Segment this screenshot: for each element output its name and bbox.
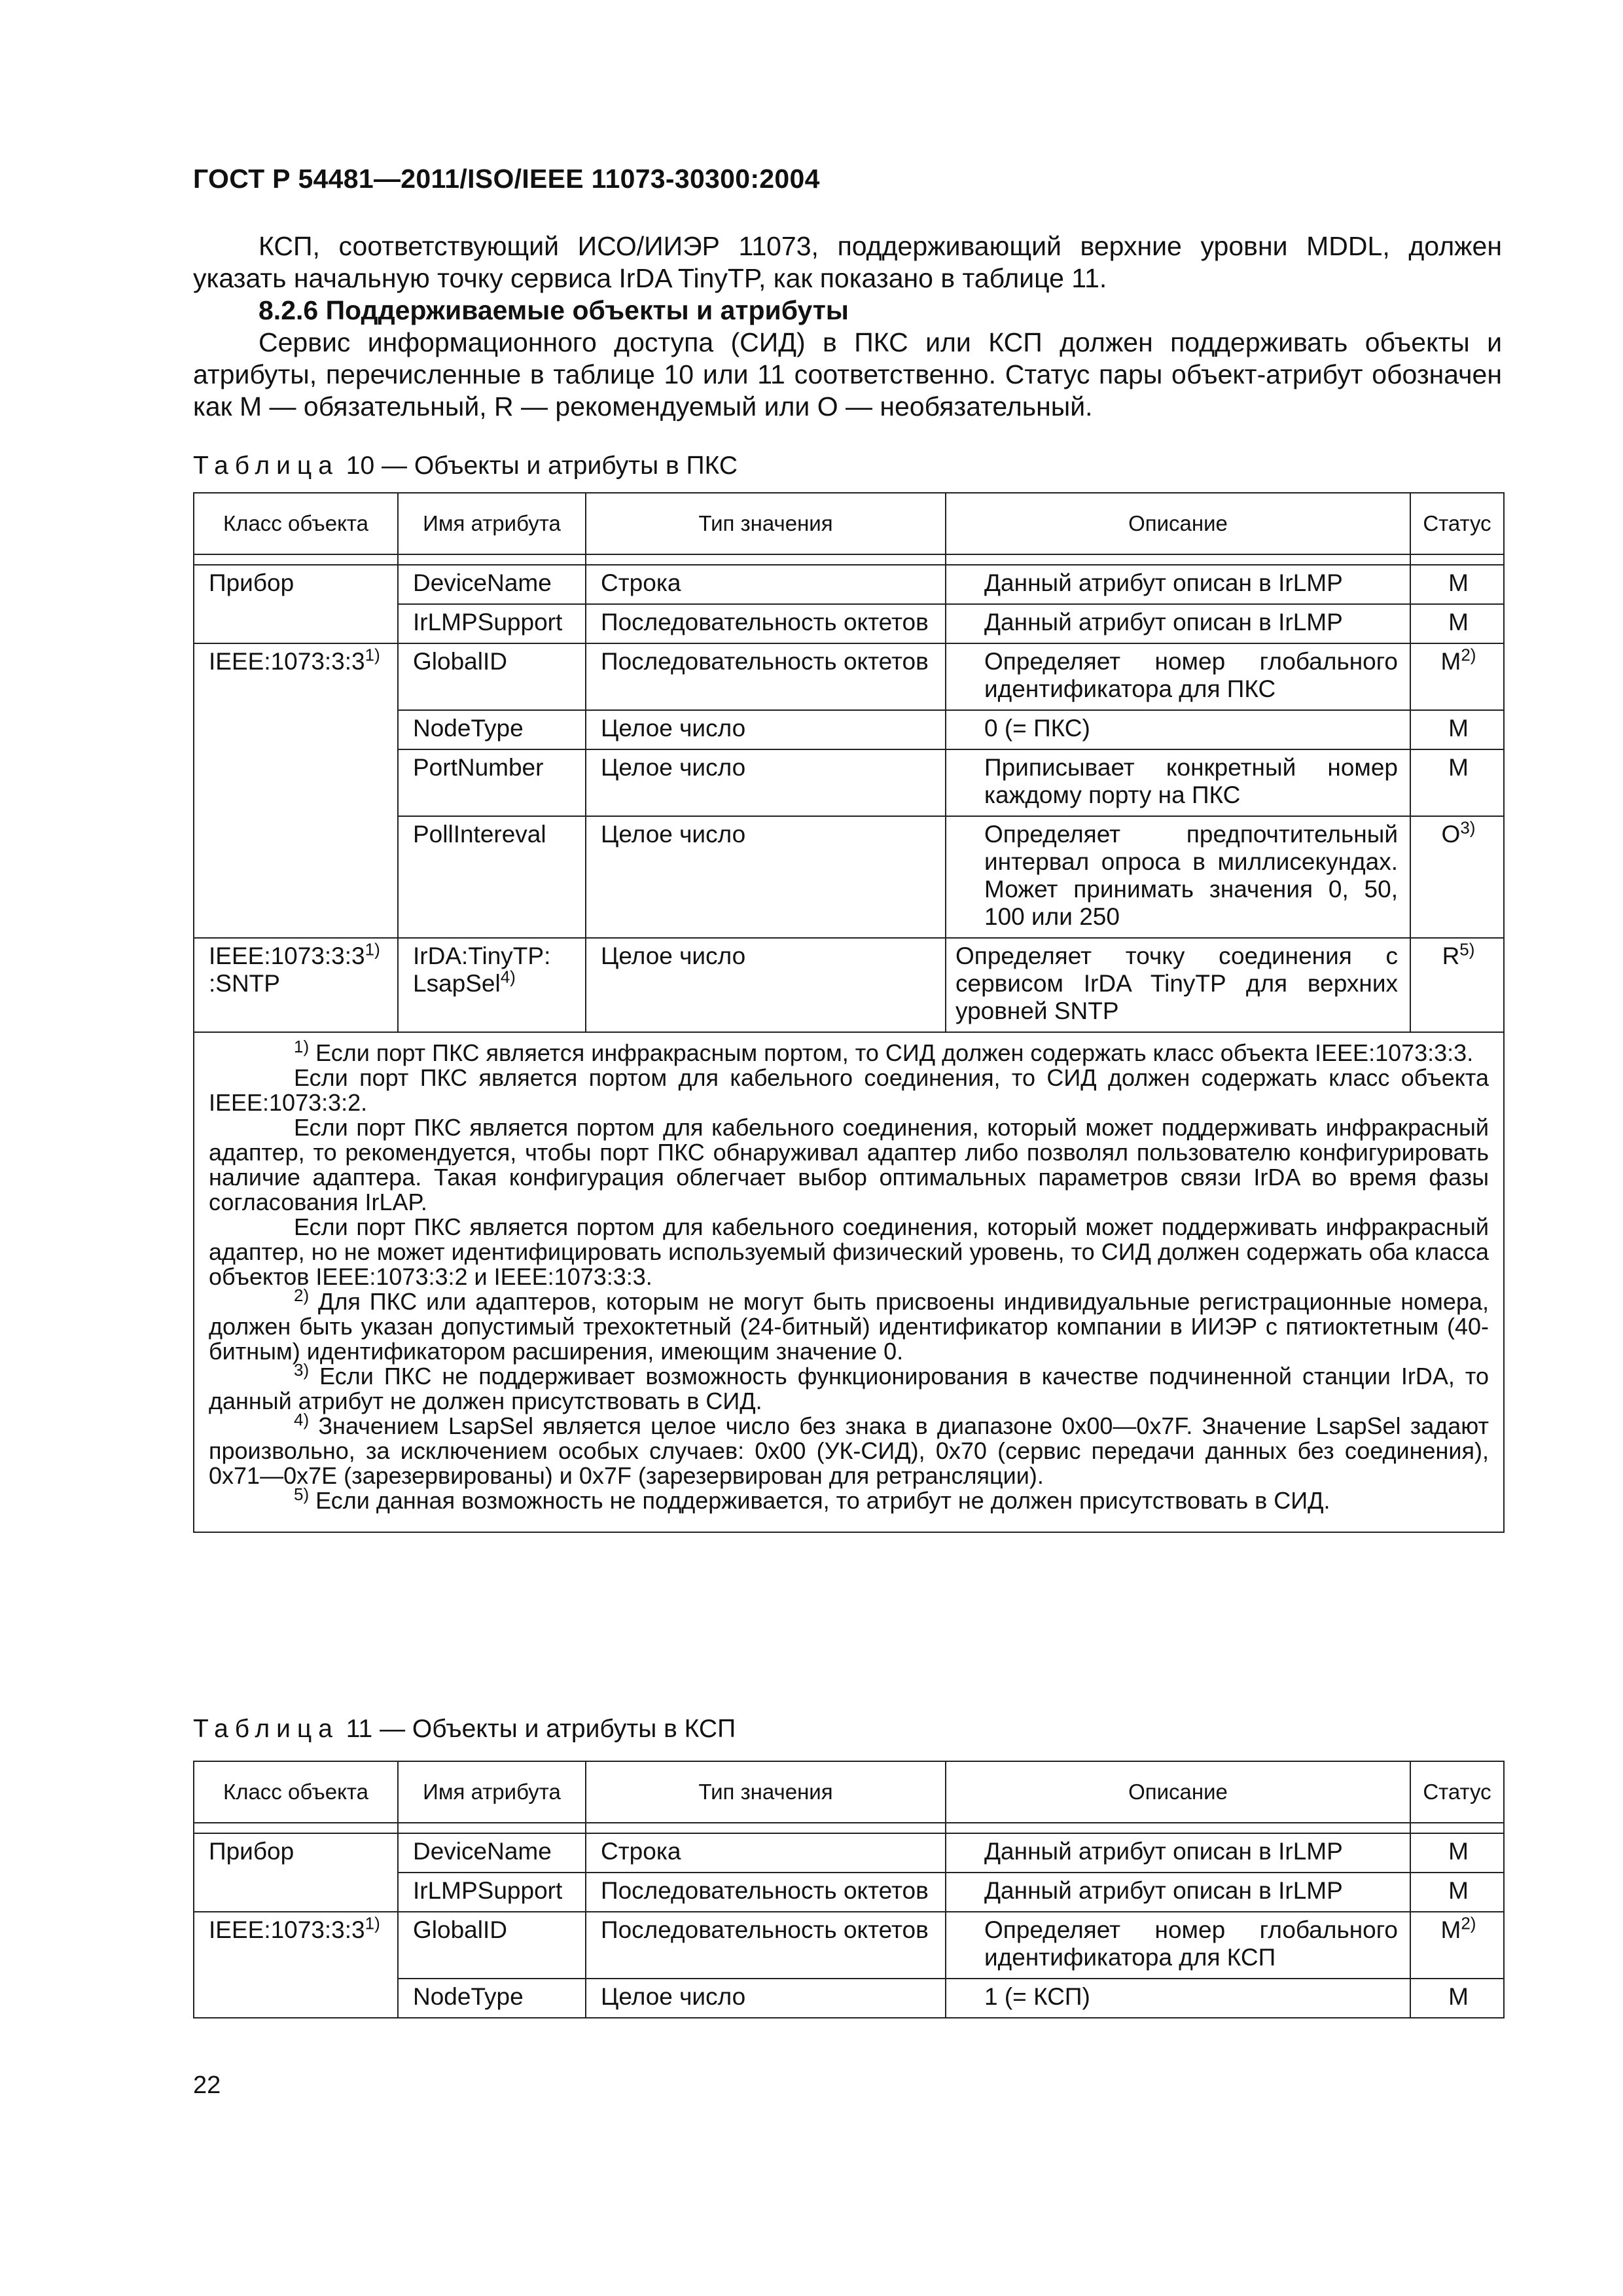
attribute-name-text-2: LsapSel bbox=[413, 970, 501, 997]
status-cell: M bbox=[1410, 710, 1504, 749]
table10-header-row bbox=[194, 493, 1504, 554]
value-type-cell: Строка bbox=[586, 1833, 946, 1873]
footnote bbox=[209, 1037, 1489, 1066]
description-cell: Данный атрибут описан в IrLMP bbox=[946, 1873, 1410, 1912]
object-class-text: IEEE:1073:3:3 bbox=[209, 648, 365, 675]
footnote-text: Значением LsapSel является целое число без знака в диапазоне 0x00—0x7F. Значение LsapSel задают произвольно, за исключением особых случаев: 0x00 (УК-СИД), 0x70 (сервис передачи данных без соединения), 0x71—0x7E (зарезервированы) и 0x7F (зарезервирован для ретрансляции). bbox=[209, 1412, 1489, 1489]
table10-header-cell: Тип значения bbox=[586, 493, 946, 554]
status-cell: M bbox=[1410, 604, 1504, 643]
footnote-ref: 1) bbox=[365, 1913, 380, 1933]
table11-header-cell: Тип значения bbox=[586, 1761, 946, 1823]
footnote-ref: 4) bbox=[500, 967, 516, 987]
table11-caption-text: 11 — Объекты и атрибуты в КСП bbox=[346, 1715, 736, 1743]
value-type-cell: Последовательность октетов bbox=[586, 643, 946, 710]
value-type-cell: Последовательность октетов bbox=[586, 604, 946, 643]
page-number: 22 bbox=[193, 2072, 221, 2099]
table-row bbox=[194, 643, 1504, 710]
attribute-name-cell: NodeType bbox=[398, 1979, 586, 2018]
table-row bbox=[194, 938, 1504, 1032]
value-type-cell: Последовательность октетов bbox=[586, 1912, 946, 1979]
object-class-text: IEEE:1073:3:3 bbox=[209, 942, 365, 969]
footnote-text: Для ПКС или адаптеров, которым не могут быть присвоены индивидуальные регистрационные номера, должен быть указан допустимый трехоктетный (24-битный) идентификатор компании в ИИЭР с пятиоктетным (40-битным) идентификатором расширения, имеющим значение 0. bbox=[209, 1288, 1489, 1365]
intro-paragraph-2: Сервис информационного доступа (СИД) в ПКС или КСП должен поддерживать объекты и атрибуты, перечисленные в таблице 10 или 11 соответственно. Статус пары объект-атрибут обозначен как М — обязательный, R — рекомендуемый или О — необязательный. bbox=[193, 327, 1502, 422]
section-title: 8.2.6 Поддерживаемые объекты и атрибуты bbox=[259, 295, 849, 325]
status-text: O bbox=[1441, 821, 1461, 848]
footnote-ref: 2) bbox=[1461, 1913, 1476, 1933]
attribute-name-cell bbox=[398, 938, 586, 1032]
footnote bbox=[209, 1215, 1489, 1289]
table11-spacer-row bbox=[194, 1823, 1504, 1833]
table10-header-cell: Статус bbox=[1410, 493, 1504, 554]
description-cell: Определяет номер глобального идентификатора для ПКС bbox=[946, 643, 1410, 710]
description-cell: Данный атрибут описан в IrLMP bbox=[946, 1833, 1410, 1873]
status-cell bbox=[1410, 1912, 1504, 1979]
table11 bbox=[193, 1761, 1505, 2018]
footnote-text: Если данная возможность не поддерживается, то атрибут не должен присутствовать в СИД. bbox=[309, 1487, 1330, 1514]
object-class-cell bbox=[194, 1833, 398, 1912]
value-type-cell: Целое число bbox=[586, 749, 946, 816]
footnote-text: Если ПКС не поддерживает возможность функционирования в качестве подчиненной станции IrDA, то данный атрибут не должен присутствовать в СИД. bbox=[209, 1363, 1489, 1414]
status-text: M bbox=[1440, 648, 1461, 675]
value-type-cell: Целое число bbox=[586, 710, 946, 749]
attribute-name-text: IrDA:TinyTP: bbox=[413, 942, 551, 969]
intro-block bbox=[193, 230, 1502, 423]
footnote-text: Если порт ПКС является портом для кабельного соединения, то СИД должен содержать класс объекта IEEE:1073:3:2. bbox=[209, 1064, 1489, 1116]
description-cell: Данный атрибут описан в IrLMP bbox=[946, 565, 1410, 604]
table11-header-row bbox=[194, 1761, 1504, 1823]
value-type-cell: Целое число bbox=[586, 938, 946, 1032]
status-text: M bbox=[1440, 1916, 1461, 1943]
table11-caption-word: Таблица bbox=[193, 1715, 339, 1743]
object-class-text: IEEE:1073:3:3 bbox=[209, 1916, 365, 1943]
status-cell: M bbox=[1410, 749, 1504, 816]
table10-footnotes bbox=[194, 1032, 1504, 1532]
description-cell: 0 (= ПКС) bbox=[946, 710, 1410, 749]
table-row bbox=[194, 1912, 1504, 1979]
object-class-text-2: :SNTP bbox=[209, 970, 280, 997]
footnote-ref: 5) bbox=[1459, 939, 1475, 960]
attribute-name-cell: PortNumber bbox=[398, 749, 586, 816]
table10 bbox=[193, 492, 1505, 1533]
footnote bbox=[209, 1285, 1489, 1365]
table-row bbox=[194, 565, 1504, 604]
attribute-name-cell: DeviceName bbox=[398, 565, 586, 604]
footnote-marker: 4) bbox=[294, 1410, 310, 1429]
value-type-cell: Целое число bbox=[586, 1979, 946, 2018]
footnote bbox=[209, 1410, 1489, 1489]
status-cell: M bbox=[1410, 1833, 1504, 1873]
object-class-text: Прибор bbox=[209, 1838, 294, 1865]
footnote-marker: 3) bbox=[294, 1360, 310, 1380]
footnote bbox=[209, 1115, 1489, 1215]
table11-caption bbox=[193, 1715, 736, 1744]
table10-spacer-row bbox=[194, 554, 1504, 565]
table10-footnotes-row bbox=[194, 1032, 1504, 1532]
description-cell: Определяет предпочтительный интервал опроса в миллисекундах. Может принимать значения 0, 50, 100 или 250 bbox=[946, 816, 1410, 938]
status-text: R bbox=[1442, 942, 1460, 969]
value-type-cell: Целое число bbox=[586, 816, 946, 938]
description-cell: Определяет точку соединения с сервисом IrDA TinyTP для верхних уровней SNTP bbox=[946, 938, 1410, 1032]
attribute-name-cell: IrLMPSupport bbox=[398, 1873, 586, 1912]
footnote-marker: 1) bbox=[294, 1037, 310, 1056]
description-cell: 1 (= КСП) bbox=[946, 1979, 1410, 2018]
table10-caption-text: 10 — Объекты и атрибуты в ПКС bbox=[346, 452, 738, 480]
status-cell: M bbox=[1410, 565, 1504, 604]
value-type-cell: Последовательность октетов bbox=[586, 1873, 946, 1912]
table10-header-cell: Имя атрибута bbox=[398, 493, 586, 554]
attribute-name-cell: IrLMPSupport bbox=[398, 604, 586, 643]
attribute-name-cell: GlobalID bbox=[398, 643, 586, 710]
table11-header-cell: Статус bbox=[1410, 1761, 1504, 1823]
table10-caption-word: Таблица bbox=[193, 452, 339, 480]
object-class-cell bbox=[194, 565, 398, 643]
attribute-name-cell: DeviceName bbox=[398, 1833, 586, 1873]
attribute-name-cell: NodeType bbox=[398, 710, 586, 749]
footnote bbox=[209, 1066, 1489, 1115]
table10-caption bbox=[193, 452, 738, 480]
intro-paragraph-1: КСП, соответствующий ИСО/ИИЭР 11073, поддерживающий верхние уровни MDDL, должен указать начальную точку сервиса IrDA TinyTP, как показано в таблице 11. bbox=[193, 231, 1502, 293]
table11-header-cell: Класс объекта bbox=[194, 1761, 398, 1823]
footnote bbox=[209, 1484, 1489, 1514]
footnote-ref: 1) bbox=[365, 939, 380, 960]
footnote-text: Если порт ПКС является портом для кабельного соединения, который может поддерживать инфракрасный адаптер, то рекомендуется, чтобы порт ПКС обнаруживал адаптер либо позволял пользователю конфигурировать наличие адаптера. Такая конфигурация облегчает выбор оптимальных параметров связи IrDA во время фазы согласования IrLAP. bbox=[209, 1114, 1489, 1215]
status-cell: M bbox=[1410, 1873, 1504, 1912]
attribute-name-cell: PollIntereval bbox=[398, 816, 586, 938]
table10-header-cell: Класс объекта bbox=[194, 493, 398, 554]
document-header: ГОСТ Р 54481—2011/ISO/IEEE 11073-30300:2004 bbox=[193, 164, 820, 194]
footnote-marker: 5) bbox=[294, 1484, 310, 1504]
object-class-cell bbox=[194, 1912, 398, 2018]
table10-header-cell: Описание bbox=[946, 493, 1410, 554]
table-row bbox=[194, 1833, 1504, 1873]
footnote-text: Если порт ПКС является инфракрасным портом, то СИД должен содержать класс объекта IEEE:1073:3:3. bbox=[309, 1039, 1474, 1066]
object-class-cell bbox=[194, 643, 398, 938]
table11-header-cell: Описание bbox=[946, 1761, 1410, 1823]
object-class-text: Прибор bbox=[209, 569, 294, 596]
attribute-name-cell: GlobalID bbox=[398, 1912, 586, 1979]
status-cell: M bbox=[1410, 1979, 1504, 2018]
description-cell: Приписывает конкретный номер каждому порту на ПКС bbox=[946, 749, 1410, 816]
status-cell bbox=[1410, 643, 1504, 710]
description-cell: Данный атрибут описан в IrLMP bbox=[946, 604, 1410, 643]
table11-header-cell: Имя атрибута bbox=[398, 1761, 586, 1823]
status-cell bbox=[1410, 938, 1504, 1032]
status-cell bbox=[1410, 816, 1504, 938]
value-type-cell: Строка bbox=[586, 565, 946, 604]
footnote-marker: 2) bbox=[294, 1285, 310, 1305]
footnote-ref: 1) bbox=[365, 645, 380, 665]
footnote-ref: 3) bbox=[1460, 817, 1476, 838]
footnote-text: Если порт ПКС является портом для кабельного соединения, который может поддерживать инфракрасный адаптер, но не может идентифицировать используемый физический уровень, то СИД должен содержать оба класса объектов IEEE:1073:3:2 и IEEE:1073:3:3. bbox=[209, 1213, 1489, 1290]
description-cell: Определяет номер глобального идентификатора для КСП bbox=[946, 1912, 1410, 1979]
footnote-ref: 2) bbox=[1461, 645, 1476, 665]
object-class-cell bbox=[194, 938, 398, 1032]
footnote bbox=[209, 1360, 1489, 1414]
